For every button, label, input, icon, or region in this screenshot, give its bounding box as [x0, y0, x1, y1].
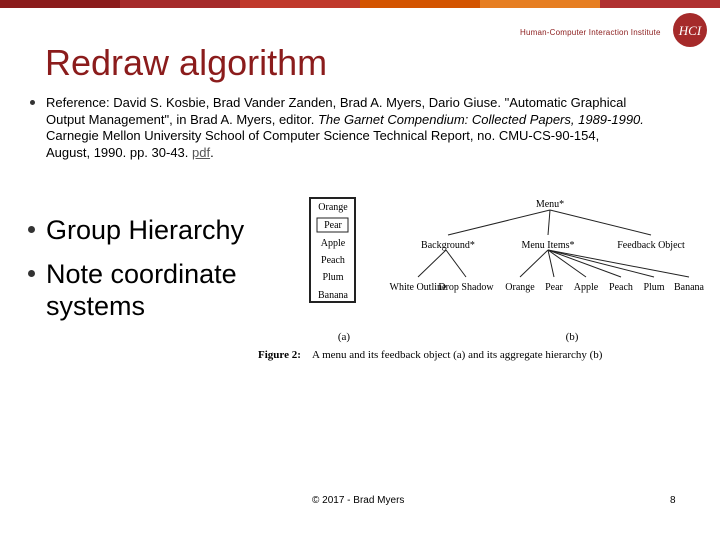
color-segment: [600, 0, 720, 8]
menu-item: Orange: [318, 202, 348, 213]
pdf-link[interactable]: pdf: [192, 144, 211, 160]
reference-part1: Reference: David S. Kosbie, Brad Vander Zanden, Brad A. Myers, Dario Giuse. "Automatic Graphical Output Management", in Brad A. Myers, editor.: [46, 95, 627, 127]
tree-node: Menu Items*: [521, 240, 575, 251]
tree-leaf: Apple: [573, 282, 599, 293]
menu-item: Banana: [318, 290, 348, 301]
footer-copyright: © 2017 - Brad Myers: [312, 495, 405, 506]
color-segment: [480, 0, 600, 8]
tree-edge: [520, 250, 548, 277]
color-segment: [0, 0, 120, 8]
menu-item: Peach: [321, 255, 345, 266]
figure-svg: [256, 192, 706, 372]
institute-name: Human-Computer Interaction Institute: [520, 28, 661, 37]
bullet-icon: [28, 270, 35, 277]
tree-node: Feedback Object: [617, 240, 685, 251]
tree-leaf: Banana: [674, 282, 704, 293]
tree-leaf: Orange: [505, 282, 535, 293]
tree-nodes: [390, 199, 705, 293]
tree-edge: [548, 250, 689, 277]
bullet-text: Note coordinate systems: [46, 259, 237, 321]
label-a: (a): [337, 331, 351, 343]
reference-text: [46, 95, 646, 161]
tree-edge: [550, 210, 651, 235]
tree-leaf: Plum: [643, 282, 665, 293]
bullet-text: Group Hierarchy: [46, 215, 245, 245]
tree-edge: [446, 250, 466, 277]
tree-node: Background*: [421, 240, 475, 251]
bullet-icon: [30, 100, 35, 105]
tree-leaf: Drop Shadow: [438, 282, 494, 293]
menu-item: Apple: [320, 238, 346, 249]
tree-leaf: White Outline: [389, 282, 447, 293]
caption-text: A menu and its feedback object (a) and its aggregate hierarchy (b): [312, 349, 603, 361]
tree-edge: [448, 210, 550, 235]
reference-part2: Carnegie Mellon University School of Computer Science Technical Report, no. CMU-CS-90-154, August, 1990. pp. 30-43.: [46, 128, 600, 160]
tree-edge: [418, 250, 446, 277]
tree-leaf: Pear: [545, 282, 563, 293]
menu-box: [310, 198, 355, 302]
caption-prefix: Figure 2:: [258, 349, 301, 361]
color-segment: [360, 0, 480, 8]
page-number: 8: [670, 495, 676, 506]
tree-edge: [548, 250, 654, 277]
tree-edge: [548, 210, 550, 235]
menu-item: Plum: [322, 272, 344, 283]
menu-hierarchy-figure: [256, 192, 706, 372]
reference-end: .: [210, 144, 214, 160]
tree-root: Menu*: [535, 199, 565, 210]
color-segment: [240, 0, 360, 8]
reference-italic: The Garnet Compendium: Collected Papers, 1989-1990.: [317, 111, 644, 127]
tree-edge: [548, 250, 621, 277]
top-color-bar: [0, 0, 720, 8]
logo-text: HCI: [678, 23, 702, 38]
label-b: (b): [565, 331, 579, 343]
hci-logo: [672, 12, 708, 48]
slide-title: Redraw algorithm: [45, 42, 328, 83]
bullet-icon: [28, 226, 35, 233]
color-segment: [120, 0, 240, 8]
tree-leaf: Peach: [609, 282, 633, 293]
menu-item: Pear: [324, 220, 342, 231]
